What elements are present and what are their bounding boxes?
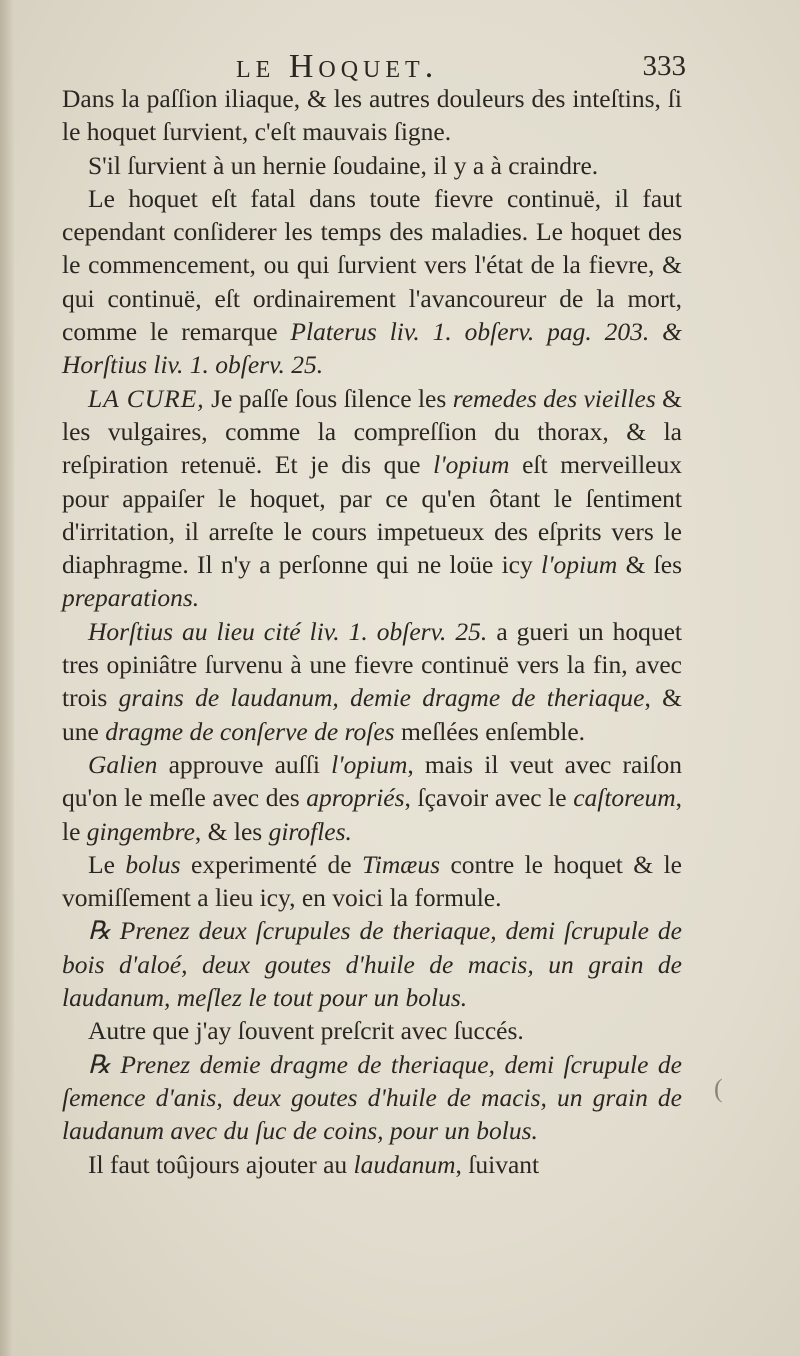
citation: Horſtius au lieu cité liv. 1. obſerv. 25. (88, 616, 488, 646)
italic-term: gingembre (86, 816, 195, 846)
paragraph (62, 748, 682, 848)
italic-term: laudanum (353, 1149, 456, 1179)
text-run: , ſçavoir avec le (404, 783, 574, 813)
citation: Platerus liv. 1. obſerv. pag. 203. & Horſtius liv. 1. obſerv. 25. (62, 317, 683, 380)
paragraph (62, 1014, 682, 1047)
paragraph (62, 848, 682, 915)
running-title: le Hoquet. (236, 48, 439, 85)
paragraph (62, 182, 682, 382)
text-run: , ſuivant (455, 1149, 540, 1179)
italic-term: dragme de conſerve de roſes (105, 716, 395, 746)
section-heading: LA CURE, (88, 383, 205, 413)
paragraph (62, 1148, 682, 1181)
text-run: , & les (194, 816, 269, 846)
text-run: contre le hoquet & le vomiſſement a lieu icy, en voici la formule. (62, 849, 682, 913)
paragraph (62, 382, 682, 615)
prescription (62, 1048, 682, 1148)
italic-term: apropriés (306, 783, 405, 813)
text-run: meſlées enſemble. (394, 716, 586, 746)
prescription (62, 914, 682, 1014)
text-run: , le (62, 783, 683, 846)
text-run: approuve auſſi (157, 749, 332, 779)
text-run: , & une (62, 683, 683, 746)
italic-term: l'opium (541, 550, 618, 580)
italic-term: Timæus (362, 849, 440, 879)
italic-term: l'opium (433, 450, 510, 480)
italic-term: caſtoreum (573, 783, 676, 813)
text-run: , mais il veut avec raiſon qu'on le meſle avec des (62, 749, 682, 813)
text-run: ℞ Prenez demie dragme de theriaque, demi ſcrupule de ſemence d'anis, deux goutes d'huile de macis, un grain de laudanum avec du ſuc de coins, pour un bolus. (62, 1049, 682, 1146)
text-run: ℞ Prenez deux ſcrupules de theriaque, demi ſcrupule de bois d'aloé, deux goutes d'huile de macis, un grain de laudanum, meſlez le tout pour un bolus. (62, 916, 682, 1013)
paragraph (62, 149, 682, 182)
italic-term: girofles. (268, 816, 352, 846)
text-run: & les vulgaires, comme la compreſſion du thorax, & la reſpiration retenuë. Et je dis que (62, 383, 683, 480)
text-run: Dans la paſſion iliaque, & les autres douleurs des inteſtins, ſi le hoquet ſurvient, c'eſt mauvais ſigne. (62, 84, 682, 147)
page-gutter (0, 0, 14, 1356)
text-run: a gueri un hoquet tres opiniâtre ſurvenu à une fievre continuë vers la fin, avec trois (62, 616, 682, 713)
paragraph (62, 82, 682, 149)
margin-mark: ( (714, 1074, 723, 1103)
text-run: S'il ſurvient à un hernie ſoudaine, il y a à craindre. (88, 150, 599, 180)
text-run: Autre que j'ay ſouvent preſcrit avec ſuccés. (88, 1016, 524, 1046)
text-run: experimenté de (180, 849, 363, 879)
italic-term: grains de laudanum, demie dragme de theriaque (118, 683, 645, 713)
italic-term: preparations. (62, 583, 200, 613)
text-run: Le (88, 849, 126, 879)
text-run: Le hoquet eſt fatal dans toute fievre continuë, il faut cependant conſiderer les temps des maladies. Le hoquet des le commencement, ou qui ſurvient vers l'état de la fievre, & qui continuë, eſt ordinairement l'avancoureur de la mort, comme le remarque (62, 183, 682, 347)
paragraph (62, 615, 682, 748)
body-text (62, 82, 682, 1181)
text-run: Je paſſe ſous ſilence les (204, 383, 453, 413)
text-run: Il faut toûjours ajouter au (88, 1149, 354, 1179)
page-number: 333 (642, 50, 686, 82)
italic-term: Galien (88, 749, 158, 779)
italic-term: l'opium (331, 749, 408, 779)
text-run: eſt merveilleux pour appaiſer le hoquet, par ce qu'en ôtant le ſentiment d'irritation, il arreſte le cours impetueux des eſprits vers le diaphragme. Il n'y a perſonne qui ne loüe icy (62, 450, 682, 580)
text-run: & ſes (617, 550, 682, 580)
italic-term: remedes des vieilles (452, 383, 656, 413)
italic-term: bolus (125, 849, 181, 879)
